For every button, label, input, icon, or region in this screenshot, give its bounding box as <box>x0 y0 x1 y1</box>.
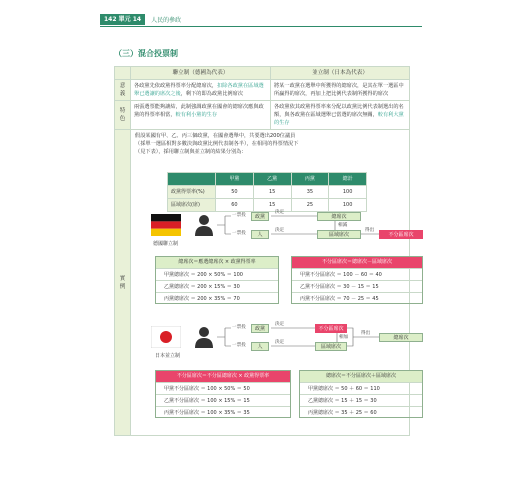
feature-jp-highlight: 較有利大黨的生存 <box>274 112 404 126</box>
col-header-germany: 聯立制（德國為代表） <box>131 67 271 80</box>
seat-cell: 50 <box>216 186 254 199</box>
de-decides: 決定 <box>275 210 285 215</box>
de-nondistrict-row: 甲黨不分區席次 ＝ 100 － 60 ＝ 40 <box>292 268 422 280</box>
corner-cell <box>115 67 131 80</box>
seat-cell: 25 <box>291 199 329 212</box>
jp-nondistrict-panel-title: 不分區席次＝不分區總席次 × 政黨得票率 <box>156 371 290 382</box>
de-nondistrict-box: 不分區席次 <box>379 230 423 239</box>
de-decides2: 決定 <box>275 228 285 233</box>
meaning-japan: 將某一政黨在選舉中所獲得的總席次，是其在單一選區中所贏得的席次，再加上把比例代表制所獲得的席次 <box>271 80 410 101</box>
de-nondistrict-row: 乙黨不分區席次 ＝ 30 － 15 ＝ 15 <box>292 280 422 292</box>
japan-caption: 日本並立制 <box>155 353 181 359</box>
de-subtract: 相減 <box>338 223 348 228</box>
textbook-page <box>100 14 422 484</box>
meaning-de-highlight: 扣除各政黨在區域選舉已選讓的席次之後 <box>134 83 264 97</box>
comparison-table <box>114 66 414 436</box>
seat-row-label: 區域席次(席) <box>168 199 216 212</box>
germany-caption: 德國聯立制 <box>153 241 179 247</box>
page-header <box>100 14 181 25</box>
jp-nondistrict-panel <box>155 370 291 418</box>
de-total-row: 乙黨總席次 ＝ 200 × 15% ＝ 30 <box>156 280 278 292</box>
row-header-feature: 特色 <box>115 101 131 130</box>
de-district-box: 區域席次 <box>317 230 361 239</box>
feature-de-highlight: 較有利小黨的生存 <box>175 112 218 118</box>
seat-cell: 100 <box>329 186 367 199</box>
jp-total-row: 乙黨總席次 ＝ 15 ＋ 15 ＝ 30 <box>300 394 422 406</box>
de-total-seats-box: 總席次 <box>317 212 361 221</box>
jp-total-seats-box: 總席次 <box>379 333 423 342</box>
example-intro: 假設某國有甲、乙、丙三個政黨，在國會選舉中，共要選出200位議員（採單一選區相對多數決與政黨比例代表制各半），在相同的得票情況下（見下表），採用聯立制與並立制的結果分別為： <box>135 133 299 155</box>
jp-vote2: 一票投 <box>232 343 246 348</box>
col-header-japan: 並立制（日本為代表） <box>271 67 410 80</box>
jp-decides2: 決定 <box>275 340 285 345</box>
seat-th-4: 總計 <box>329 173 367 186</box>
jp-total-row: 丙黨總席次 ＝ 35 ＋ 25 ＝ 60 <box>300 406 422 418</box>
jp-person-box: 人 <box>251 342 269 351</box>
de-vote2: 一票投 <box>232 231 246 236</box>
seat-th-3: 丙黨 <box>291 173 329 186</box>
jp-total-panel <box>299 370 423 418</box>
de-person-box: 人 <box>251 230 269 239</box>
jp-party-box: 政黨 <box>251 324 269 333</box>
jp-district-box: 區域席次 <box>315 342 347 351</box>
feature-de-text: 兩張選票能夠讓結，此制強調政黨在國會的總席次應與政黨的得票率相當， <box>134 104 264 118</box>
de-vote1: 一票投 <box>232 213 246 218</box>
jp-nondistrict-row: 甲黨不分區席次 ＝ 100 × 50% ＝ 50 <box>156 382 290 394</box>
row-header-meaning: 意義 <box>115 80 131 101</box>
seat-row-label: 政黨得票率(%) <box>168 186 216 199</box>
section-title: （三）混合投票制 <box>114 49 178 58</box>
page-tag: 142 單元 14 <box>100 14 145 25</box>
example-cell <box>131 130 414 436</box>
meaning-de-text: 各政黨先依政黨得票率分配總席次， <box>134 83 218 89</box>
seat-cell: 35 <box>291 186 329 199</box>
row-header-example: 實例 <box>115 130 131 436</box>
de-get: 得出 <box>365 228 375 233</box>
jp-add: 相加 <box>339 335 349 340</box>
jp-get: 得出 <box>361 331 371 336</box>
header-rule <box>100 26 422 27</box>
jp-decides: 決定 <box>275 322 285 327</box>
de-total-panel-title: 總席次＝應選總席次 × 政黨得票率 <box>156 257 278 268</box>
seat-cell: 100 <box>329 199 367 212</box>
seat-cell: 15 <box>253 186 291 199</box>
feature-jp-text: 各政黨依其政黨得票率來分配以政黨比例代表制選出的名額，與各政黨在區域選舉已當選的席次無關， <box>274 104 404 118</box>
unit-title: 人民的參政 <box>151 17 182 24</box>
jp-vote1: 一票投 <box>232 325 246 330</box>
meaning-de-text-end: ，剩下的即為政黨比例席次 <box>180 91 243 97</box>
seat-cell: 15 <box>253 199 291 212</box>
seat-cell: 60 <box>216 199 254 212</box>
jp-nondistrict-row: 丙黨不分區席次 ＝ 100 × 35% ＝ 35 <box>156 406 290 418</box>
feature-germany <box>131 101 271 130</box>
jp-total-row: 甲黨總席次 ＝ 50 ＋ 60 ＝ 110 <box>300 382 422 394</box>
de-total-row: 甲黨總席次 ＝ 200 × 50% ＝ 100 <box>156 268 278 280</box>
de-party-box: 政黨 <box>251 212 269 221</box>
seat-th-1: 甲黨 <box>216 173 254 186</box>
jp-total-panel-title: 總席次＝不分區席次＋區域席次 <box>300 371 422 382</box>
jp-nondistrict-box: 不分區席次 <box>315 324 347 333</box>
de-nondistrict-panel-title: 不分區席次＝總席次－區域席次 <box>292 257 422 268</box>
meaning-germany <box>131 80 271 101</box>
de-total-row: 丙黨總席次 ＝ 200 × 35% ＝ 70 <box>156 292 278 304</box>
seat-th-2: 乙黨 <box>253 173 291 186</box>
de-nondistrict-row: 丙黨不分區席次 ＝ 70 － 25 ＝ 45 <box>292 292 422 304</box>
jp-nondistrict-row: 乙黨不分區席次 ＝ 100 × 15% ＝ 15 <box>156 394 290 406</box>
feature-japan <box>271 101 410 130</box>
